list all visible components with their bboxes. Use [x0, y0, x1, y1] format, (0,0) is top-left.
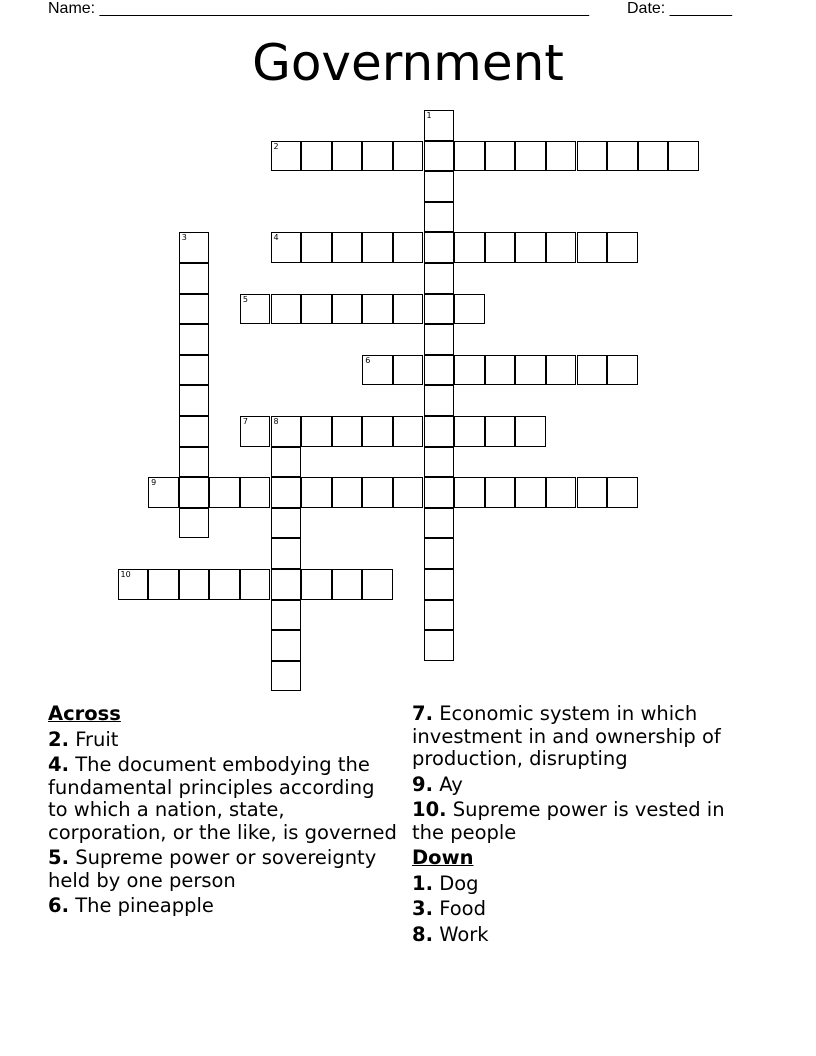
clue-number-label: 6 — [365, 355, 371, 365]
clue-text: Supreme power or sovereignty held by one person — [48, 846, 377, 892]
clue-number-label: 8 — [273, 417, 279, 426]
crossword-cell[interactable] — [271, 600, 302, 631]
down-clue-8 — [412, 924, 762, 947]
crossword-cell[interactable] — [118, 569, 149, 600]
crossword-cell[interactable] — [607, 232, 638, 263]
crossword-cell[interactable] — [271, 630, 302, 661]
crossword-cell[interactable] — [638, 141, 669, 172]
crossword-cell[interactable] — [668, 141, 699, 172]
crossword-cell[interactable] — [424, 569, 455, 600]
crossword-cell[interactable] — [362, 141, 393, 172]
page-title: Government — [252, 34, 564, 92]
crossword-cell[interactable] — [424, 508, 455, 539]
crossword-cell[interactable] — [332, 141, 363, 172]
crossword-cell[interactable] — [424, 447, 455, 478]
crossword-cell[interactable] — [271, 538, 302, 569]
down-heading: Down — [412, 846, 474, 869]
crossword-cell[interactable] — [362, 294, 393, 325]
clue-text: Ay — [439, 772, 463, 796]
crossword-cell[interactable] — [148, 477, 179, 508]
crossword-cell[interactable] — [454, 477, 485, 508]
crossword-cell[interactable] — [607, 355, 638, 386]
clue-number: 10. — [412, 798, 447, 821]
clue-number-label: 7 — [242, 417, 248, 426]
clue-number: 7. — [412, 702, 433, 725]
crossword-cell[interactable] — [362, 416, 393, 447]
crossword-cell[interactable] — [607, 141, 638, 172]
crossword-cell[interactable] — [424, 263, 455, 294]
crossword-cell[interactable] — [607, 477, 638, 508]
crossword-cell[interactable] — [485, 232, 516, 263]
crossword-cell[interactable] — [424, 232, 455, 263]
crossword-cell[interactable] — [515, 477, 546, 508]
crossword-cell[interactable] — [271, 477, 302, 508]
crossword-cell[interactable] — [485, 477, 516, 508]
name-field-label: Name: _______________________________________________________ — [48, 0, 589, 17]
clue-text: Work — [439, 922, 489, 946]
across-clue-6 — [48, 895, 398, 918]
clue-number: 1. — [412, 871, 433, 895]
crossword-cell[interactable] — [179, 294, 210, 325]
crossword-cell[interactable] — [393, 477, 424, 508]
crossword-cell[interactable] — [271, 569, 302, 600]
across-clue-9 — [412, 774, 762, 797]
across-heading: Across — [48, 702, 121, 725]
crossword-cell[interactable] — [454, 416, 485, 447]
crossword-cell[interactable] — [301, 569, 332, 600]
crossword-cell[interactable] — [393, 355, 424, 386]
crossword-cell[interactable] — [148, 569, 179, 600]
crossword-cell[interactable] — [515, 416, 546, 447]
crossword-cell[interactable] — [179, 569, 210, 600]
crossword-cell[interactable] — [424, 355, 455, 386]
crossword-cell[interactable] — [240, 416, 271, 447]
crossword-cell[interactable] — [546, 232, 577, 263]
crossword-cell[interactable] — [179, 447, 210, 478]
crossword-cell[interactable] — [271, 661, 302, 692]
crossword-cell[interactable] — [179, 355, 210, 386]
crossword-cell[interactable] — [454, 232, 485, 263]
crossword-cell[interactable] — [179, 416, 210, 447]
crossword-cell[interactable] — [332, 569, 363, 600]
crossword-cell[interactable] — [424, 630, 455, 661]
crossword-cell[interactable] — [271, 416, 302, 447]
crossword-cell[interactable] — [179, 385, 210, 416]
clue-text: Economic system in which investment in and ownership of production, disrupting — [412, 702, 721, 770]
crossword-cell[interactable] — [332, 232, 363, 263]
clues-column-right — [412, 703, 762, 949]
crossword-cell[interactable] — [454, 141, 485, 172]
crossword-cell[interactable] — [424, 600, 455, 631]
clues-column-left — [48, 703, 398, 921]
crossword-cell[interactable] — [393, 232, 424, 263]
across-clue-10 — [412, 799, 762, 844]
down-clue-1 — [412, 873, 762, 896]
crossword-cell[interactable] — [179, 508, 210, 539]
crossword-cell[interactable] — [240, 569, 271, 600]
crossword-cell[interactable] — [577, 141, 608, 172]
clue-number: 4. — [48, 753, 69, 776]
crossword-cell[interactable] — [271, 447, 302, 478]
crossword-cell[interactable] — [393, 141, 424, 172]
crossword-cell[interactable] — [179, 324, 210, 355]
crossword-cell[interactable] — [546, 355, 577, 386]
crossword-cell[interactable] — [577, 477, 608, 508]
crossword-cell[interactable] — [240, 294, 271, 325]
crossword-cell[interactable] — [424, 385, 455, 416]
clue-text: The pineapple — [75, 894, 214, 917]
crossword-cell[interactable] — [271, 294, 302, 325]
crossword-cell[interactable] — [424, 294, 455, 325]
crossword-cell[interactable] — [577, 355, 608, 386]
clue-number-label: 4 — [273, 233, 279, 243]
crossword-cell[interactable] — [332, 477, 363, 508]
crossword-cell[interactable] — [301, 294, 332, 325]
crossword-cell[interactable] — [332, 416, 363, 447]
clue-number: 6. — [48, 894, 69, 917]
clue-number: 3. — [412, 897, 433, 920]
clue-text: Supreme power is vested in the people — [412, 798, 725, 844]
clue-number-label: 10 — [120, 570, 131, 579]
crossword-cell[interactable] — [271, 232, 302, 263]
clue-number-label: 2 — [273, 141, 279, 151]
crossword-cell[interactable] — [179, 232, 210, 263]
crossword-cell[interactable] — [301, 477, 332, 508]
crossword-cell[interactable] — [424, 202, 455, 233]
clue-number-label: 5 — [242, 294, 248, 304]
crossword-cell[interactable] — [546, 477, 577, 508]
crossword-cell[interactable] — [301, 141, 332, 172]
crossword-cell[interactable] — [271, 141, 302, 172]
crossword-cell[interactable] — [424, 324, 455, 355]
clue-number: 8. — [412, 922, 433, 946]
crossword-cell[interactable] — [485, 141, 516, 172]
crossword-cell[interactable] — [577, 232, 608, 263]
crossword-cell[interactable] — [301, 416, 332, 447]
crossword-cell[interactable] — [362, 355, 393, 386]
crossword-cell[interactable] — [424, 416, 455, 447]
crossword-cell[interactable] — [209, 477, 240, 508]
crossword-cell[interactable] — [362, 232, 393, 263]
crossword-cell[interactable] — [424, 477, 455, 508]
crossword-cell[interactable] — [546, 141, 577, 172]
crossword-cell[interactable] — [454, 294, 485, 325]
crossword-cell[interactable] — [301, 232, 332, 263]
date-field-label: Date: _______ — [627, 0, 732, 17]
crossword-cell[interactable] — [179, 263, 210, 294]
across-clue-5 — [48, 847, 398, 892]
crossword-cell[interactable] — [393, 294, 424, 325]
crossword-cell[interactable] — [240, 477, 271, 508]
crossword-cell[interactable] — [515, 232, 546, 263]
clue-text: Dog — [439, 871, 479, 895]
clue-text: The document embodying the fundamental principles according to which a nation, state, corporation, or the like, is governed — [48, 753, 397, 844]
crossword-cell[interactable] — [179, 477, 210, 508]
clue-number-label: 9 — [151, 478, 157, 488]
crossword-cell[interactable] — [424, 538, 455, 569]
clue-text: Fruit — [75, 727, 119, 751]
clue-number-label: 3 — [181, 233, 187, 243]
crossword-cell[interactable] — [454, 355, 485, 386]
crossword-cell[interactable] — [485, 355, 516, 386]
clue-number: 2. — [48, 727, 69, 751]
clue-text: Food — [439, 897, 486, 920]
crossword-cell[interactable] — [515, 141, 546, 172]
crossword-cell[interactable] — [362, 569, 393, 600]
across-clue-7 — [412, 703, 762, 771]
clue-number-label: 1 — [426, 111, 432, 120]
crossword-cell[interactable] — [393, 416, 424, 447]
crossword-cell[interactable] — [424, 141, 455, 172]
crossword-cell[interactable] — [424, 110, 455, 141]
across-clue-4 — [48, 754, 398, 844]
down-clue-3 — [412, 898, 762, 921]
across-clue-2 — [48, 729, 398, 752]
clue-number: 9. — [412, 772, 433, 796]
crossword-cell[interactable] — [424, 171, 455, 202]
crossword-cell[interactable] — [271, 508, 302, 539]
crossword-cell[interactable] — [209, 569, 240, 600]
crossword-cell[interactable] — [485, 416, 516, 447]
crossword-cell[interactable] — [362, 477, 393, 508]
crossword-cell[interactable] — [515, 355, 546, 386]
crossword-cell[interactable] — [332, 294, 363, 325]
clue-number: 5. — [48, 846, 69, 869]
